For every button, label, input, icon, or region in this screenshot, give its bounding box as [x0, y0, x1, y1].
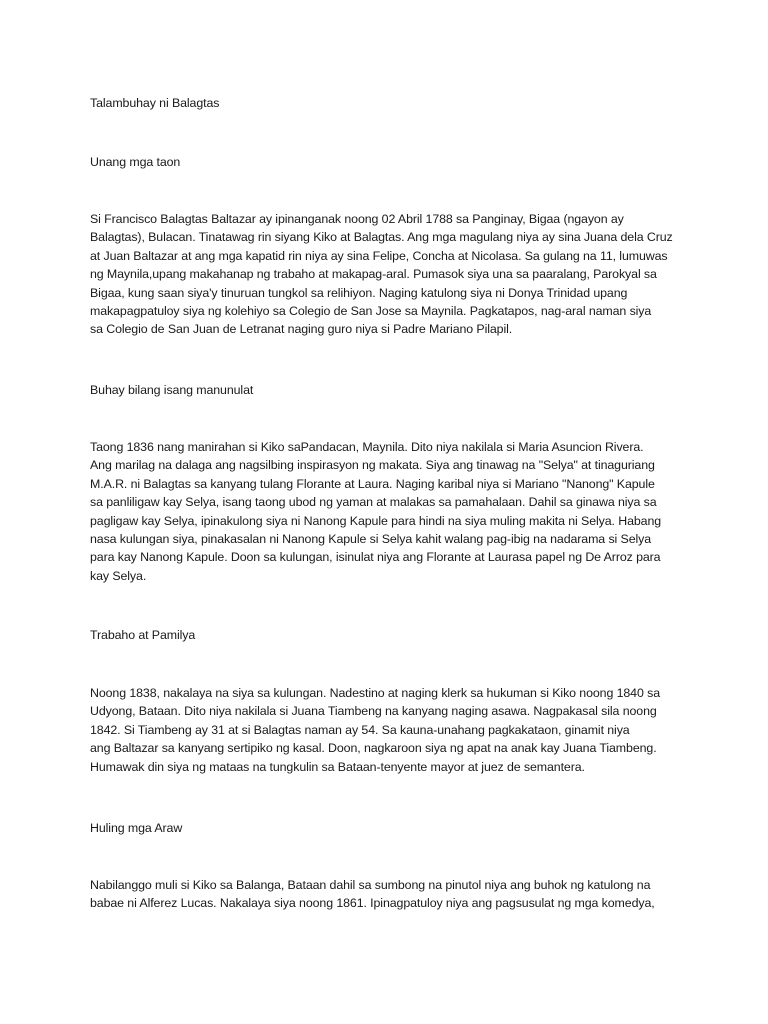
paragraph-line: Udyong, Bataan. Dito niya nakilala si Juana Tiambeng na kanyang naging asawa. Nagpakasal sila noong: [90, 704, 657, 719]
section-paragraph: [90, 684, 680, 776]
paragraph-line: kay Selya.: [90, 568, 147, 583]
section-paragraph: [90, 210, 680, 339]
paragraph-line: ang Baltazar sa kanyang sertipiko ng kasal. Doon, nagkaroon siya ng apat na anak kay Juana Tiambeng.: [90, 741, 657, 756]
paragraph-line: Humawak din siya ng mataas na tungkulin sa Bataan-tenyente mayor at juez de semantera.: [90, 759, 585, 774]
section-heading: Unang mga taon: [90, 155, 181, 169]
paragraph-line: Si Francisco Balagtas Baltazar ay ipinanganak noong 02 Abril 1788 sa Panginay, Bigaa (ngayon ay: [90, 212, 624, 226]
paragraph-line: at Juan Baltazar at ang mga kapatid rin niya ay sina Felipe, Concha at Nicolasa. Sa gulang na 11, lumuwas: [90, 248, 668, 263]
section-heading: Buhay bilang isang manunulat: [90, 383, 254, 397]
paragraph-line: 1842. Si Tiambeng ay 31 at si Balagtas naman ay 54. Sa kauna-unahang pagkakataon, ginamit niya: [90, 722, 630, 737]
paragraph-line: para kay Nanong Kapule. Doon sa kulungan, isinulat niya ang Florante at Laurasa papel ng De Arroz para: [90, 550, 661, 565]
paragraph-line: Ang marilag na dalaga ang nagsilbing inspirasyon ng makata. Siya ang tinawag na "Selya" at tinaguriang: [90, 458, 655, 473]
section-paragraph: [90, 438, 680, 585]
paragraph-line: Bigaa, kung saan siya'y tinuruan tungkol sa relihiyon. Naging katulong siya ni Donya Trinidad upang: [90, 285, 628, 300]
paragraph-line: sa panliligaw kay Selya, isang taong ubod ng yaman at malakas sa pamahalaan. Dahil sa ginawa niya sa: [90, 495, 657, 510]
paragraph-line: pagligaw kay Selya, ipinakulong siya ni Nanong Kapule para hindi na siya muling makita ni Selya. Habang: [90, 513, 662, 528]
paragraph-line: makapagpatuloy siya ng kolehiyo sa Colegio de San Jose sa Maynila. Pagkatapos, nag-aral naman siya: [90, 304, 652, 319]
paragraph-line: Balagtas), Bulacan. Tinatawag rin siyang Kiko at Balagtas. Ang mga magulang niya ay sina Juana dela Cruz: [90, 230, 673, 245]
paragraph-line: babae ni Alferez Lucas. Nakalaya siya noong 1861. Ipinagpatuloy niya ang pagsusulat ng mga komedya,: [90, 896, 655, 911]
paragraph-line: Noong 1838, nakalaya na siya sa kulungan. Nadestino at naging klerk sa hukuman si Kiko noong 1840 sa: [90, 686, 660, 700]
section-paragraph: [90, 876, 680, 913]
paragraph-line: ng Maynila,upang makahanap ng trabaho at makapag-aral. Pumasok siya una sa paaralang, Parokyal sa: [90, 267, 657, 282]
document-title: Talambuhay ni Balagtas: [90, 96, 220, 110]
paragraph-line: nasa kulungan siya, pinakasalan ni Nanong Kapule si Selya kahit walang pag-ibig na nadarama si Selya: [90, 532, 652, 547]
section-heading: Huling mga Araw: [90, 821, 183, 835]
paragraph-line: Taong 1836 nang manirahan si Kiko saPandacan, Maynila. Dito niya nakilala si Maria Asuncion Rivera.: [90, 440, 644, 454]
paragraph-line: sa Colegio de San Juan de Letranat naging guro niya si Padre Mariano Pilapil.: [90, 322, 513, 337]
paragraph-line: Nabilanggo muli si Kiko sa Balanga, Bataan dahil sa sumbong na pinutol niya ang buhok ng katulong na: [90, 878, 651, 892]
section-heading: Trabaho at Pamilya: [90, 628, 196, 642]
paragraph-line: M.A.R. ni Balagtas sa kanyang tulang Florante at Laura. Naging karibal niya si Mariano "Nanong" Kapule: [90, 476, 655, 491]
